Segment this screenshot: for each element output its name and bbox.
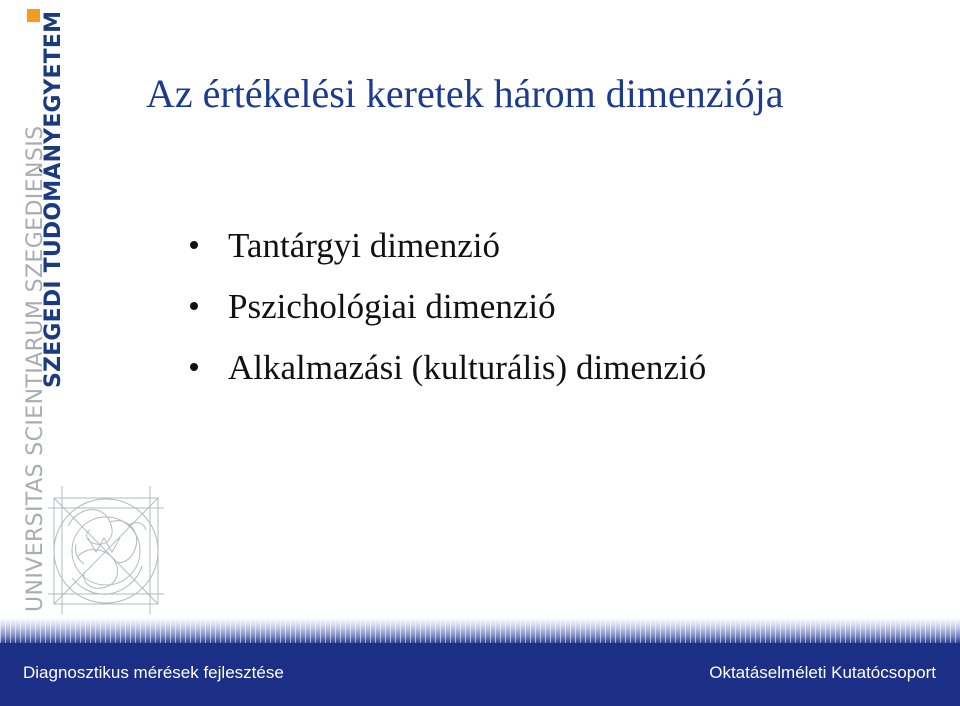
footer-gradient-band	[0, 618, 960, 643]
bullet-icon	[190, 241, 198, 249]
footer-group-name: Oktatáselméleti Kutatócsoport	[709, 663, 936, 682]
bullet-text: Tantárgyi dimenzió	[228, 226, 500, 265]
university-name-latin: UNIVERSITAS SCIENTIARUM SZEGEDIENSIS	[23, 125, 48, 612]
bullet-icon	[190, 363, 198, 371]
university-emblem-icon	[48, 486, 164, 614]
slide-title: Az értékelési keretek három dimenziója	[146, 71, 784, 116]
bullet-text: Alkalmazási (kulturális) dimenzió	[228, 348, 707, 387]
bullet-icon	[190, 302, 198, 310]
footer-bar	[0, 643, 960, 706]
university-name-hungarian: SZEGEDI TUDOMÁNYEGYETEM	[41, 10, 66, 388]
bullet-text: Pszichológiai dimenzió	[228, 287, 556, 326]
footer-project-name: Diagnosztikus mérések fejlesztése	[23, 663, 284, 682]
brand-square	[27, 9, 40, 22]
